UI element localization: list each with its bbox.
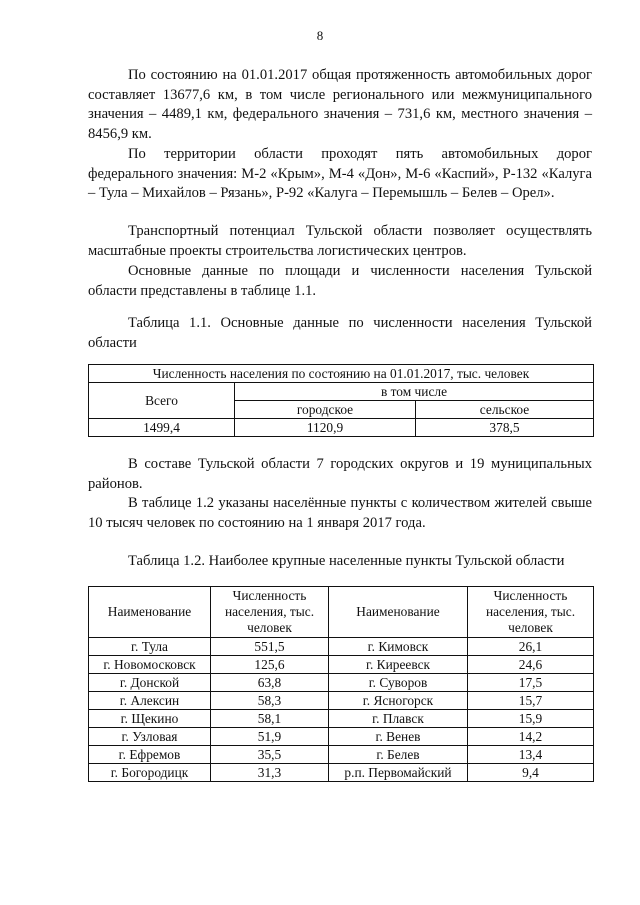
table-row [89, 419, 594, 437]
settlement-name: г. Белев [329, 746, 468, 764]
paragraph-federal-roads: По территории области проходят пять автомобильных дорог федерального значения: М-2 «Крым», М-4 «Дон», М-6 «Каспий», Р-132 «Калуга – Тула – Михайлов – Рязань», Р-92 «Калуга – Перемышль – Белев – Орел». [88, 146, 592, 201]
settlement-population: 13,4 [468, 746, 594, 764]
settlement-name: г. Богородицк [89, 764, 211, 782]
settlement-population: 51,9 [211, 728, 329, 746]
settlement-population: 551,5 [211, 638, 329, 656]
settlement-population: 24,6 [468, 656, 594, 674]
table2-col-pop-1: Численность населения, тыс. человек [211, 587, 329, 638]
settlement-population: 26,1 [468, 638, 594, 656]
settlement-population: 15,9 [468, 710, 594, 728]
settlement-name: г. Донской [89, 674, 211, 692]
paragraph-table-intro: Основные данные по площади и численности населения Тульской области представлены в таблице 1.1. [88, 263, 592, 299]
table1-urban: 1120,9 [235, 419, 416, 437]
table2-col-name-2: Наименование [329, 587, 468, 638]
paragraph-roads-length: По состоянию на 01.01.2017 общая протяженность автомобильных дорог составляет 13677,6 км, в том числе регионального или межмуниципального значения – 4489,1 км, федерального значения – 731,6 км, местного значения – 8456,9 км. [88, 67, 592, 142]
settlement-name: г. Венев [329, 728, 468, 746]
settlement-name: г. Кимовск [329, 638, 468, 656]
table2-col-pop-2: Численность населения, тыс. человек [468, 587, 594, 638]
settlement-population: 125,6 [211, 656, 329, 674]
settlement-name: г. Новомосковск [89, 656, 211, 674]
table1-header-including: в том числе [235, 383, 594, 401]
settlement-population: 63,8 [211, 674, 329, 692]
paragraph-transport-potential: Транспортный потенциал Тульской области позволяет осуществлять масштабные проекты строительства логистических центров. [88, 223, 592, 259]
settlement-population: 31,3 [211, 764, 329, 782]
settlement-population: 35,5 [211, 746, 329, 764]
settlement-name: г. Ефремов [89, 746, 211, 764]
table-row [89, 674, 594, 692]
table1-header-total: Всего [89, 383, 235, 419]
table-row [89, 692, 594, 710]
table2-col-name-1: Наименование [89, 587, 211, 638]
table1-rural: 378,5 [416, 419, 594, 437]
settlement-name: г. Плавск [329, 710, 468, 728]
settlement-name: р.п. Первомайский [329, 764, 468, 782]
settlement-population: 17,5 [468, 674, 594, 692]
paragraph-table2-intro: В таблице 1.2 указаны населённые пункты с количеством жителей свыше 10 тысяч человек по состоянию на 1 января 2017 года. [88, 495, 592, 531]
table1-header-urban: городское [235, 401, 416, 419]
largest-settlements-table [88, 586, 594, 782]
settlement-population: 58,1 [211, 710, 329, 728]
page-number: 8 [316, 28, 324, 43]
table-row [89, 638, 594, 656]
settlement-name: г. Суворов [329, 674, 468, 692]
settlement-population: 15,7 [468, 692, 594, 710]
table1-total: 1499,4 [89, 419, 235, 437]
settlement-name: г. Тула [89, 638, 211, 656]
table1-header-rural: сельское [416, 401, 594, 419]
population-table [88, 364, 594, 437]
paragraph-districts: В составе Тульской области 7 городских округов и 19 муниципальных районов. [88, 456, 592, 492]
table-row [89, 710, 594, 728]
settlement-population: 9,4 [468, 764, 594, 782]
settlement-name: г. Алексин [89, 692, 211, 710]
settlement-name: г. Узловая [89, 728, 211, 746]
settlement-name: г. Ясногорск [329, 692, 468, 710]
table1-header-main: Численность населения по состоянию на 01.01.2017, тыс. человек [89, 365, 594, 383]
settlement-name: г. Щекино [89, 710, 211, 728]
settlement-population: 14,2 [468, 728, 594, 746]
settlement-name: г. Киреевск [329, 656, 468, 674]
table2-caption: Таблица 1.2. Наиболее крупные населенные пункты Тульской области [128, 553, 565, 569]
table-row [89, 728, 594, 746]
table-row [89, 746, 594, 764]
table-row [89, 764, 594, 782]
table1-caption: Таблица 1.1. Основные данные по численности населения Тульской области [88, 315, 592, 351]
table-row [89, 656, 594, 674]
settlement-population: 58,3 [211, 692, 329, 710]
